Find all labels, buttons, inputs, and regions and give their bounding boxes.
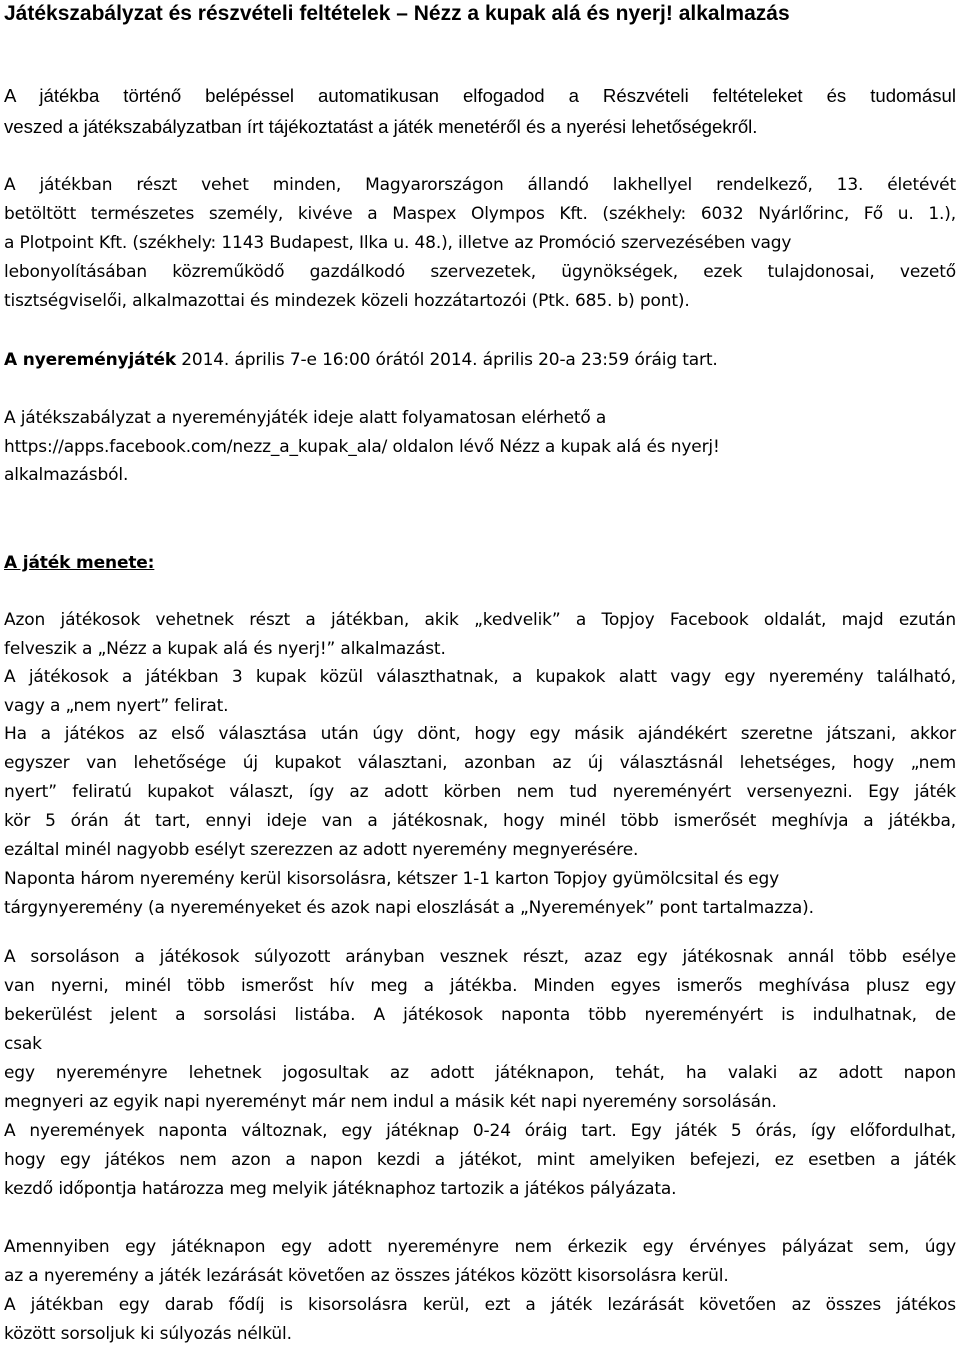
duration-label: A nyereményjáték <box>4 350 176 370</box>
final-line: között sorsoljuk ki súlyozás nélkül. <box>4 1324 292 1344</box>
draw-line: egy nyereményre lehetnek jogosultak az adott játéknapon, tehát, ha valaki az adott napon <box>4 1063 956 1083</box>
game-line: A játékosok a játékban 3 kupak közül választhatnak, a kupakok alatt vagy egy nyeremény található, <box>4 667 956 687</box>
draw-line: bekerülést jelent a sorsolási listába. A játékosok naponta több nyereményért is indulhatnak, de <box>4 1005 956 1025</box>
intro-line: A játékba történő belépéssel automatikusan elfogadod a Részvételi feltételeket és tudomásul <box>4 85 956 106</box>
draw-line: megnyeri az egyik napi nyereményt már nem indul a másik két napi nyeremény sorsolásán. <box>4 1092 777 1112</box>
availability-link-line: https://apps.facebook.com/nezz_a_kupak_ala/ oldalon lévő Nézz a kupak alá és nyerj! <box>4 437 720 457</box>
game-line: felveszik a „Nézz a kupak alá és nyerj!” alkalmazást. <box>4 639 446 659</box>
section-heading: A játék menete: <box>4 553 155 573</box>
draw-line: hogy egy játékos nem azon a napon kezdi a játékot, mint amelyiken befejezi, ez esetben a játék <box>4 1150 956 1170</box>
eligibility-line: A játékban részt vehet minden, Magyarországon állandó lakhellyel rendelkező, 13. életévét <box>4 175 956 195</box>
game-line: ezáltal minél nagyobb esélyt szerezzen az adott nyeremény megnyerésére. <box>4 840 639 860</box>
game-line: nyert” feliratú kupakot választ, így az adott körben nem tud nyereményért versenyezni. Egy játék <box>4 782 956 802</box>
eligibility-line: tisztségviselői, alkalmazottai és mindezek közeli hozzátartozói (Ptk. 685. b) pont). <box>4 291 690 311</box>
game-line: Naponta három nyeremény kerül kisorsolásra, kétszer 1-1 karton Topjoy gyümölcsital és egy <box>4 869 780 889</box>
game-line: egyszer van lehetősége új kupakot választani, azonban az új választásnál lehetséges, hogy „nem <box>4 753 956 773</box>
draw-line: A nyeremények naponta változnak, egy játéknap 0-24 óráig tart. Egy játék 5 órás, így előfordulhat, <box>4 1121 956 1141</box>
eligibility-line: betöltött természetes személy, kivéve a Maspex Olympos Kft. (székhely: 6032 Nyárlőrinc, Fő u. 1.), <box>4 204 956 224</box>
availability-line: A játékszabályzat a nyereményjáték ideje alatt folyamatosan elérhető a <box>4 408 607 428</box>
game-line: vagy a „nem nyert” felirat. <box>4 696 229 716</box>
draw-line: A sorsoláson a játékosok súlyozott arányban vesznek részt, azaz egy játékosnak annál több esélye <box>4 947 956 967</box>
availability-line: alkalmazásból. <box>4 465 129 485</box>
final-line: Amennyiben egy játéknapon egy adott nyereményre nem érkezik egy érvényes pályázat sem, úgy <box>4 1237 956 1257</box>
eligibility-line: lebonyolításában közreműködő gazdálkodó szervezetek, ügynökségek, ezek tulajdonosai, vezető <box>4 262 956 282</box>
eligibility-line: a Plotpoint Kft. (székhely: 1143 Budapest, Ilka u. 48.), illetve az Promóció szervezésében vagy <box>4 233 792 253</box>
duration-line <box>4 347 956 373</box>
final-line: az a nyeremény a játék lezárását követően az összes játékos között kisorsolásra kerül. <box>4 1266 729 1286</box>
game-line: kör 5 órán át tart, ennyi ideje van a játékosnak, hogy minél több ismerősét meghívja a játékba, <box>4 811 956 831</box>
draw-line: csak <box>4 1034 42 1054</box>
draw-line: van nyerni, minél több ismerőst hív meg a játékba. Minden egyes ismerős meghívása plusz egy <box>4 976 956 996</box>
game-line: Azon játékosok vehetnek részt a játékban, akik „kedvelik” a Topjoy Facebook oldalát, majd ezután <box>4 610 956 630</box>
game-line: Ha a játékos az első választása után úgy dönt, hogy egy másik ajándékért szeretne játszani, akkor <box>4 724 956 744</box>
game-line: tárgynyeremény (a nyereményeket és azok napi eloszlását a „Nyeremények” pont tartalmazza). <box>4 898 814 918</box>
intro-line: veszed a játékszabályzatban írt tájékoztatást a játék menetéről és a nyerési lehetőségekről. <box>4 116 758 137</box>
page-title: Játékszabályzat és részvételi feltételek – Nézz a kupak alá és nyerj! alkalmazás <box>4 2 790 25</box>
draw-line: kezdő időpontja határozza meg melyik játéknaphoz tartozik a játékos pályázata. <box>4 1179 677 1199</box>
duration-text: 2014. április 7-e 16:00 órától 2014. április 20-a 23:59 óráig tart. <box>176 350 718 370</box>
final-line: A játékban egy darab fődíj is kisorsolásra kerül, ezt a játék lezárását követően az összes játékos <box>4 1295 956 1315</box>
